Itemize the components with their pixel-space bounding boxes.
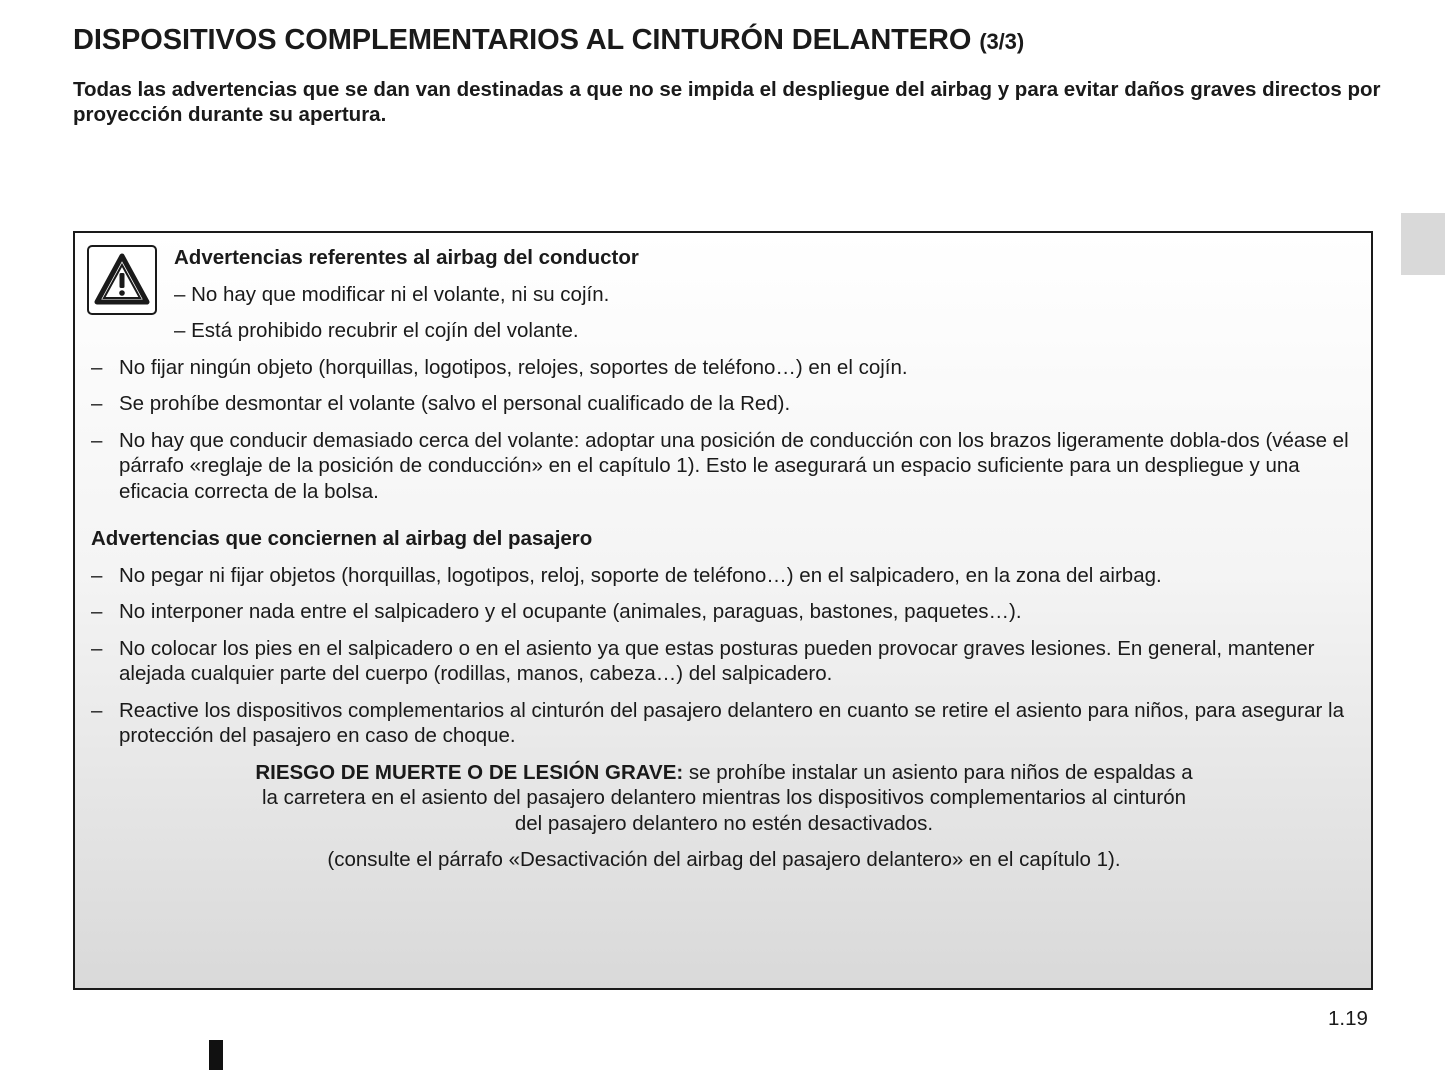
passenger-warning-item [91, 636, 1357, 687]
passenger-airbag-heading: Advertencias que conciernen al airbag del pasajero [91, 527, 593, 550]
page-title [73, 24, 1024, 57]
risk-warning [91, 760, 1357, 837]
dash-bullet: – [91, 392, 103, 415]
passenger-warning-text: No colocar los pies en el salpicadero o en el asiento ya que estas posturas pueden provocar graves lesiones. En general, mantener alejada cualquier parte del cuerpo (rodillas, manos, cabeza…) del salpicadero. [119, 636, 1315, 685]
passenger-warning-text: Reactive los dispositivos complementarios al cinturón del pasajero delantero en cuanto se retire el asiento para niños, para asegurar la protección del pasajero en caso de choque. [119, 698, 1344, 747]
passenger-warning-item [91, 563, 1357, 589]
driver-warning-item [91, 355, 1357, 381]
section-tab-marker [1401, 213, 1445, 275]
driver-sub-item: – Está prohibido recubrir el cojín del volante. [174, 319, 579, 342]
driver-warning-text: No fijar ningún objeto (horquillas, logotipos, relojes, soportes de teléfono…) en el cojín. [119, 355, 908, 379]
passenger-warning-item [91, 698, 1357, 749]
driver-warning-item [91, 428, 1357, 505]
driver-warning-text: No hay que conducir demasiado cerca del volante: adoptar una posición de conducción con los brazos ligeramente dobla-dos (véase el párrafo «reglaje de la posición de conducción» en el capítulo 1). Esto le asegurará un espacio suficiente para un despliegue y una eficacia correcta de la bolsa. [119, 428, 1349, 503]
driver-warning-item [91, 391, 1357, 417]
warning-box-content [91, 245, 1357, 873]
passenger-warning-text: No pegar ni fijar objetos (horquillas, logotipos, reloj, soporte de teléfono…) en el salpicadero, en la zona del airbag. [119, 563, 1162, 587]
page-number: 1.19 [1328, 1007, 1368, 1030]
dash-bullet: – [91, 600, 103, 623]
driver-warning-text: Se prohíbe desmontar el volante (salvo el personal cualificado de la Red). [119, 392, 791, 415]
dash-bullet: – [91, 563, 103, 587]
page-part-indicator: (3/3) [979, 29, 1025, 54]
page-edge-mark [209, 1040, 223, 1070]
driver-airbag-heading: Advertencias referentes al airbag del conductor [174, 246, 639, 269]
warning-box [73, 231, 1373, 990]
dash-bullet: – [91, 636, 103, 660]
dash-bullet: – [91, 698, 103, 722]
page-title-text: DISPOSITIVOS COMPLEMENTARIOS AL CINTURÓN DELANTERO [73, 24, 972, 56]
passenger-warning-item [91, 599, 1357, 625]
risk-text: se prohíbe instalar un asiento para niños de espaldas a la carretera en el asiento del pasajero delantero mientras los dispositivos complementarios al cinturón del pasajero delantero no estén desactivados. [261, 760, 1193, 835]
driver-sub-item: – No hay que modificar ni el volante, ni su cojín. [174, 282, 610, 306]
intro-paragraph: Todas las advertencias que se dan van destinadas a que no se impida el despliegue del airbag y para evitar daños graves directos por proyección durante su apertura. [73, 78, 1381, 126]
consult-reference: (consulte el párrafo «Desactivación del airbag del pasajero delantero» en el capítulo 1). [327, 848, 1121, 871]
dash-bullet: – [91, 355, 103, 379]
risk-label: RIESGO DE MUERTE O DE LESIÓN GRAVE: [255, 760, 684, 784]
dash-bullet: – [91, 428, 103, 452]
passenger-warning-text: No interponer nada entre el salpicadero y el ocupante (animales, paraguas, bastones, paquetes…). [119, 600, 1022, 623]
